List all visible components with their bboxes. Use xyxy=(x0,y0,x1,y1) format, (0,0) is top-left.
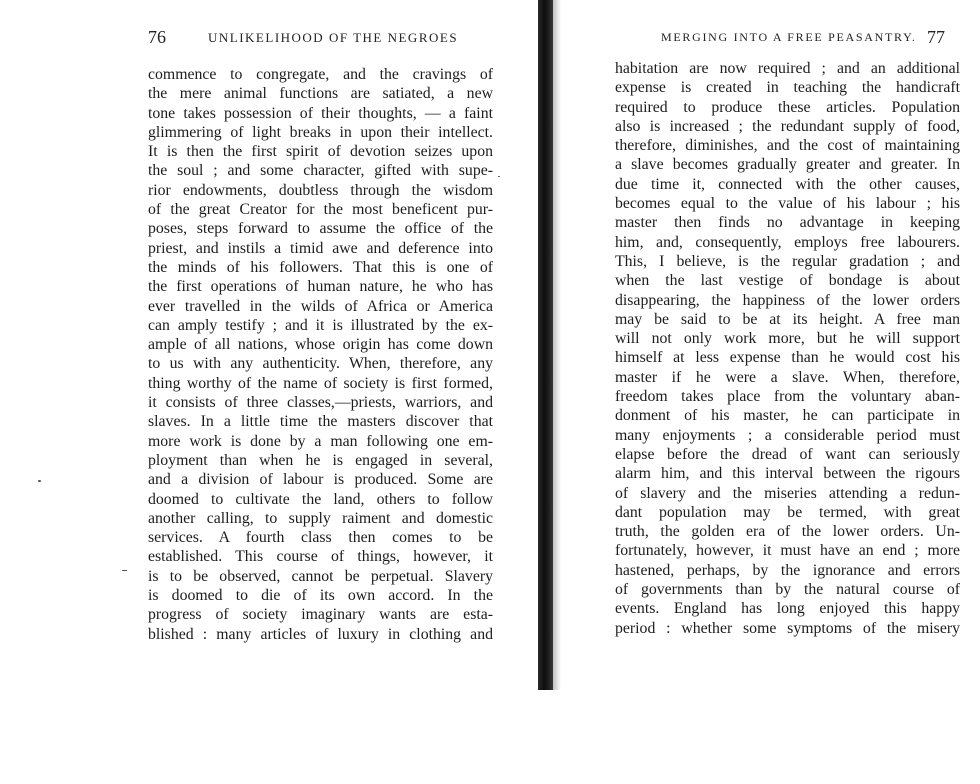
text-line: can amply testify ; and it is illustrated by the ex- xyxy=(148,316,493,334)
text-line: thing worthy of the name of society is first formed, xyxy=(148,374,493,392)
text-line: ever travelled in the wilds of Africa or America xyxy=(148,297,493,315)
text-line: doomed to cultivate the land, others to follow xyxy=(148,490,493,508)
text-line: This, I believe, is the regular gradation ; and xyxy=(615,252,960,270)
text-line: poses, steps forward to assume the office of the xyxy=(148,220,493,238)
text-line: is to be observed, cannot be perpetual. Slavery xyxy=(148,567,493,585)
text-line: may be said to be at its height. A free man xyxy=(615,310,960,328)
print-speck xyxy=(38,480,41,482)
text-line: period : whether some symptoms of the misery xyxy=(615,619,960,637)
text-line: elapse before the dread of want can seriously xyxy=(615,445,960,463)
right-running-head: MERGING INTO A FREE PEASANTRY. xyxy=(661,30,917,44)
text-line: hastened, perhaps, by the ignorance and errors xyxy=(615,561,960,579)
right-page xyxy=(560,0,980,784)
text-line: established. This course of things, however, it xyxy=(148,548,493,566)
left-page-number: 76 xyxy=(148,27,166,47)
text-line: disappearing, the happiness of the lower orders xyxy=(615,291,960,309)
text-line: blished : many articles of luxury in clothing and xyxy=(148,625,493,643)
text-line: glimmering of light breaks in upon their intellect. xyxy=(148,123,493,141)
text-line: another calling, to supply raiment and domestic xyxy=(148,509,493,527)
text-line: is doomed to die of its own accord. In the xyxy=(148,587,493,605)
text-line: the minds of his followers. That this is one of xyxy=(148,258,493,276)
text-line: the first operations of human nature, he who has xyxy=(148,278,493,296)
right-page-body xyxy=(615,59,960,638)
text-line: the soul ; and some character, gifted with supe- xyxy=(148,162,493,180)
text-line: services. A fourth class then comes to be xyxy=(148,529,493,547)
left-running-head: UNLIKELIHOOD OF THE NEGROES xyxy=(208,30,459,45)
left-page-body xyxy=(148,65,493,644)
text-line: of the great Creator for the most beneficent pur- xyxy=(148,201,493,219)
text-line: donment of his master, he can participate in xyxy=(615,407,960,425)
text-line: priest, and instils a timid awe and deference into xyxy=(148,239,493,257)
text-line: fortunately, however, it must have an end ; more xyxy=(615,542,960,560)
text-line: and a division of labour is produced. Some are xyxy=(148,471,493,489)
text-line: him, and, consequently, employs free labourers. xyxy=(615,233,960,251)
text-line: due time it, connected with the other causes, xyxy=(615,175,960,193)
text-line: to us with any authenticity. When, therefore, any xyxy=(148,355,493,373)
text-line: master if he were a slave. When, therefore, xyxy=(615,368,960,386)
text-line: rior endowments, doubtless through the wisdom xyxy=(148,181,493,199)
book-spine-gutter xyxy=(538,0,553,690)
text-line: freedom takes place from the voluntary aban- xyxy=(615,388,960,406)
text-line: progress of society imaginary wants are esta- xyxy=(148,606,493,624)
print-speck xyxy=(122,570,127,571)
text-line: when the last vestige of bondage is about xyxy=(615,272,960,290)
text-line: becomes equal to the value of his labour ; his xyxy=(615,195,960,213)
text-line: also is increased ; the redundant supply of food, xyxy=(615,117,960,135)
text-line: required to produce these articles. Population xyxy=(615,98,960,116)
text-line: events. England has long enjoyed this happy xyxy=(615,600,960,618)
text-line: commence to congregate, and the cravings of xyxy=(148,66,493,83)
right-page-number: 77 xyxy=(927,27,945,47)
text-line: dant population may be termed, with great xyxy=(615,503,960,521)
text-line: expense is created in teaching the handicraft xyxy=(615,79,960,97)
text-line: many enjoyments ; a considerable period must xyxy=(615,426,960,444)
text-line: ample of all nations, whose origin has come down xyxy=(148,336,493,354)
text-line: more work is done by a man following one em- xyxy=(148,432,493,450)
text-line: ployment than when he is engaged in several, xyxy=(148,451,493,469)
text-line: slaves. In a little time the masters discover that xyxy=(148,413,493,431)
text-line: truth, the golden era of the lower orders. Un- xyxy=(615,523,960,541)
text-line: the mere animal functions are satiated, a new xyxy=(148,85,493,103)
text-line: it consists of three classes,—priests, warriors, and xyxy=(148,394,493,412)
text-line: of slavery and the miseries attending a redun- xyxy=(615,484,960,502)
text-line: of governments than by the natural course of xyxy=(615,581,960,599)
text-line: himself at less expense than he would cost his xyxy=(615,349,960,367)
text-line: It is then the first spirit of devotion seizes upon xyxy=(148,143,493,161)
text-line: tone takes possession of their thoughts, — a faint xyxy=(148,104,493,122)
text-line: a slave becomes gradually greater and greater. In xyxy=(615,156,960,174)
print-speck xyxy=(498,176,500,177)
text-line: therefore, diminishes, and the cost of maintaining xyxy=(615,137,960,155)
text-line: will not only work more, but he will support xyxy=(615,330,960,348)
text-line: master then finds no advantage in keeping xyxy=(615,214,960,232)
text-line: habitation are now required ; and an additional xyxy=(615,60,960,77)
text-line: alarm him, and this interval between the rigours xyxy=(615,465,960,483)
